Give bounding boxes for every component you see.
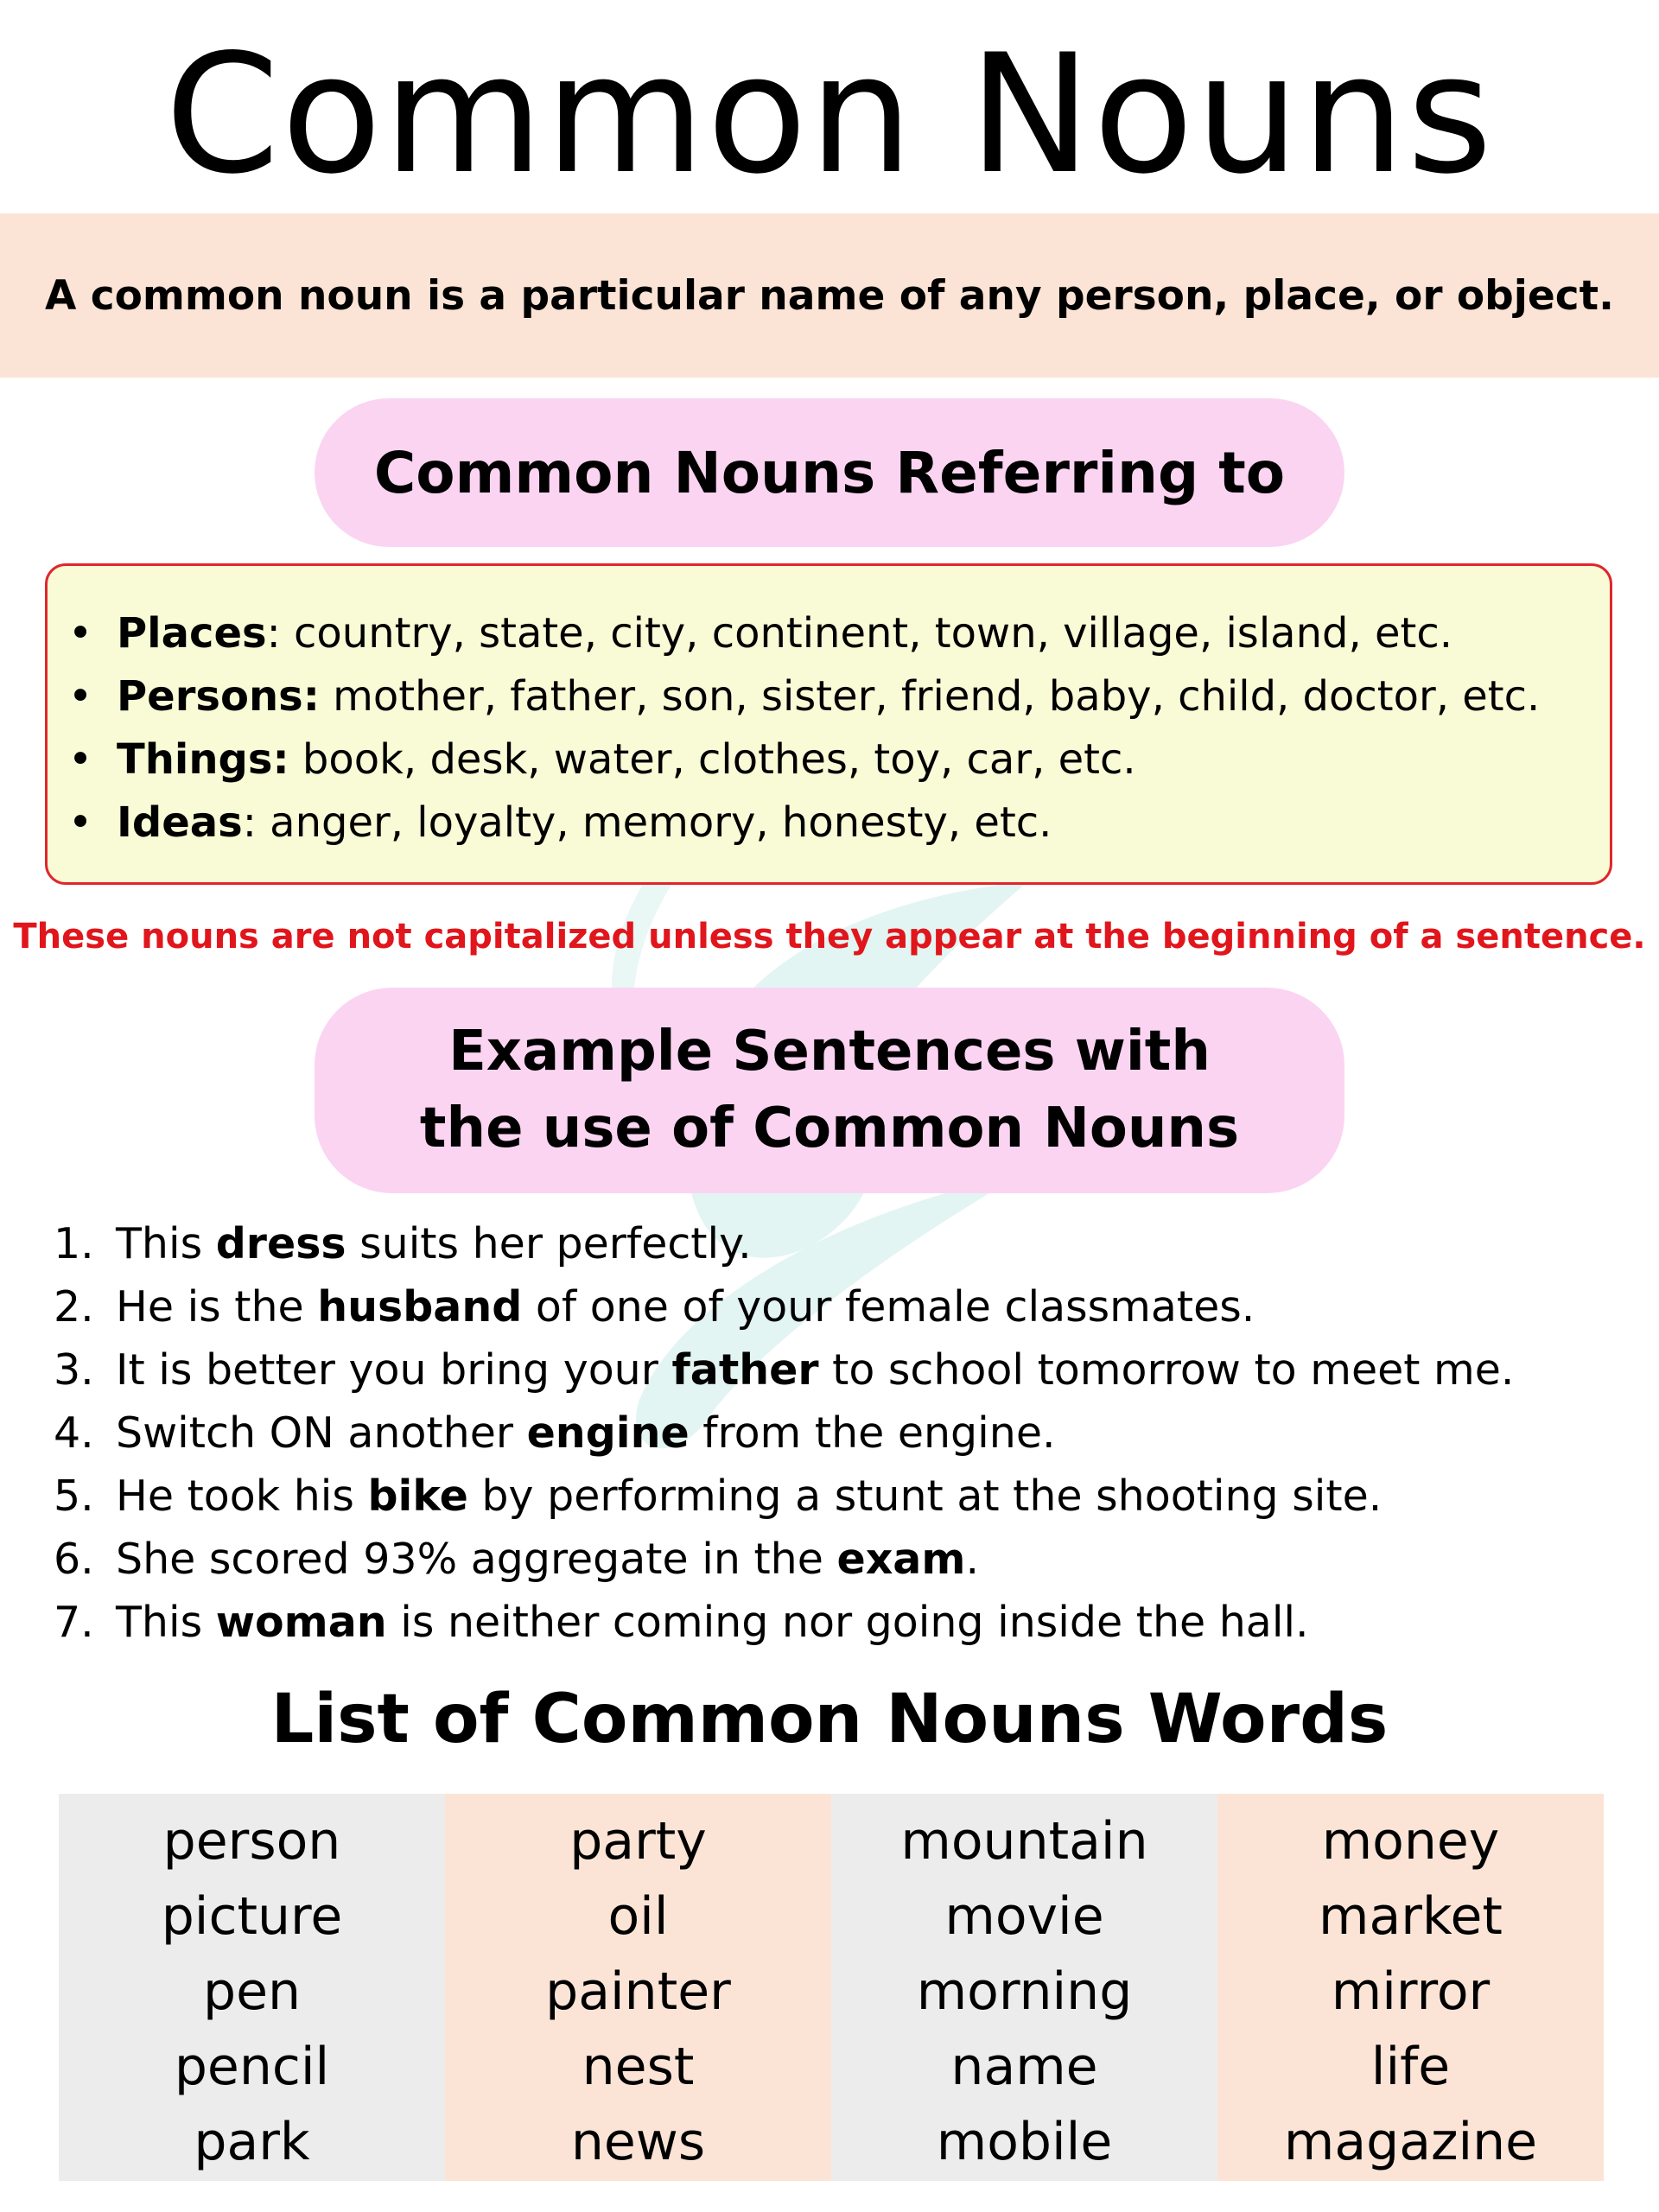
category-item-ideas bbox=[63, 791, 1540, 855]
word-column bbox=[1217, 1794, 1604, 2181]
example-number: 3. bbox=[54, 1345, 94, 1395]
example-text: . bbox=[965, 1535, 980, 1584]
word-item: person bbox=[162, 1811, 341, 1872]
bullet-icon: • bbox=[67, 735, 93, 784]
category-separator: : bbox=[242, 798, 257, 847]
example-keyword: husband bbox=[317, 1282, 523, 1332]
example-text: This bbox=[116, 1598, 216, 1647]
category-name: Ideas bbox=[117, 798, 243, 847]
example-keyword: father bbox=[671, 1345, 819, 1395]
example-number: 7. bbox=[54, 1598, 94, 1647]
word-list-grid bbox=[59, 1794, 1604, 2181]
example-text: by performing a stunt at the shooting site. bbox=[467, 1471, 1382, 1521]
word-item: money bbox=[1321, 1811, 1500, 1872]
word-item: mirror bbox=[1331, 1961, 1491, 2022]
word-item: park bbox=[194, 2112, 310, 2172]
word-item: market bbox=[1319, 1886, 1503, 1947]
word-column bbox=[445, 1794, 831, 2181]
category-separator: : bbox=[266, 609, 281, 658]
example-text: is neither coming nor going inside the hall. bbox=[386, 1598, 1309, 1647]
example-number: 5. bbox=[54, 1471, 94, 1521]
word-item: name bbox=[950, 2037, 1098, 2097]
section-heading-examples bbox=[315, 988, 1344, 1193]
categories-box bbox=[45, 563, 1612, 885]
example-number: 1. bbox=[54, 1219, 94, 1268]
example-text: suits her perfectly. bbox=[346, 1219, 752, 1268]
word-column bbox=[59, 1794, 445, 2181]
example-sentence bbox=[54, 1212, 1515, 1275]
word-item: nest bbox=[582, 2037, 695, 2097]
example-number: 6. bbox=[54, 1535, 94, 1584]
word-item: mobile bbox=[936, 2112, 1113, 2172]
example-sentence bbox=[54, 1402, 1515, 1465]
example-text: from the engine. bbox=[689, 1408, 1056, 1458]
word-item: painter bbox=[545, 1961, 731, 2022]
bullet-icon: • bbox=[67, 798, 93, 847]
category-name: Persons: bbox=[117, 672, 320, 721]
category-name: Things: bbox=[117, 735, 289, 784]
example-keyword: woman bbox=[215, 1598, 387, 1647]
example-sentence bbox=[54, 1528, 1515, 1591]
bullet-icon: • bbox=[67, 672, 93, 721]
word-item: morning bbox=[916, 1961, 1133, 2022]
example-number: 4. bbox=[54, 1408, 94, 1458]
word-item: movie bbox=[944, 1886, 1104, 1947]
bullet-icon: • bbox=[67, 609, 93, 658]
category-examples: mother, father, son, sister, friend, baby, child, doctor, etc. bbox=[319, 672, 1541, 721]
category-examples: anger, loyalty, memory, honesty, etc. bbox=[256, 798, 1052, 847]
example-text: She scored 93% aggregate in the bbox=[116, 1535, 837, 1584]
word-item: picture bbox=[161, 1886, 343, 1947]
word-item: pencil bbox=[174, 2037, 330, 2097]
category-item-places bbox=[63, 602, 1540, 665]
example-sentence bbox=[54, 1465, 1515, 1528]
category-item-persons bbox=[63, 665, 1540, 728]
example-sentences-list bbox=[54, 1212, 1515, 1654]
example-keyword: bike bbox=[367, 1471, 468, 1521]
category-examples: country, state, city, continent, town, village, island, etc. bbox=[280, 609, 1452, 658]
category-examples: book, desk, water, clothes, toy, car, etc. bbox=[289, 735, 1136, 784]
category-item-things bbox=[63, 728, 1540, 791]
example-text: to school tomorrow to meet me. bbox=[818, 1345, 1515, 1395]
example-sentence bbox=[54, 1275, 1515, 1338]
example-text: This bbox=[116, 1219, 216, 1268]
example-keyword: engine bbox=[526, 1408, 690, 1458]
word-item: mountain bbox=[900, 1811, 1148, 1872]
word-item: magazine bbox=[1283, 2112, 1538, 2172]
section-heading-line: the use of Common Nouns bbox=[419, 1096, 1240, 1160]
definition-text: A common noun is a particular name of any person, place, or object. bbox=[45, 271, 1614, 320]
example-keyword: exam bbox=[836, 1535, 966, 1584]
page-title: Common Nouns bbox=[164, 19, 1495, 210]
word-column bbox=[831, 1794, 1217, 2181]
example-sentence bbox=[54, 1591, 1515, 1654]
word-item: party bbox=[569, 1811, 707, 1872]
example-text: Switch ON another bbox=[116, 1408, 527, 1458]
example-text: of one of your female classmates. bbox=[522, 1282, 1255, 1332]
category-name: Places bbox=[117, 609, 267, 658]
definition-band bbox=[0, 213, 1659, 378]
example-sentence bbox=[54, 1338, 1515, 1402]
capitalization-note: These nouns are not capitalized unless they appear at the beginning of a sentence. bbox=[13, 917, 1646, 957]
example-text: He took his bbox=[116, 1471, 368, 1521]
section-heading-line: Example Sentences with bbox=[448, 1020, 1211, 1084]
example-number: 2. bbox=[54, 1282, 94, 1332]
word-item: news bbox=[570, 2112, 706, 2172]
example-keyword: dress bbox=[215, 1219, 346, 1268]
word-item: pen bbox=[202, 1961, 302, 2022]
section-heading-referring: Common Nouns Referring to bbox=[315, 398, 1344, 547]
word-item: oil bbox=[607, 1886, 669, 1947]
example-text: He is the bbox=[116, 1282, 318, 1332]
categories-list bbox=[63, 602, 1540, 855]
word-list-heading: List of Common Nouns Words bbox=[270, 1681, 1389, 1758]
example-text: It is better you bring your bbox=[116, 1345, 672, 1395]
word-item: life bbox=[1370, 2037, 1451, 2097]
